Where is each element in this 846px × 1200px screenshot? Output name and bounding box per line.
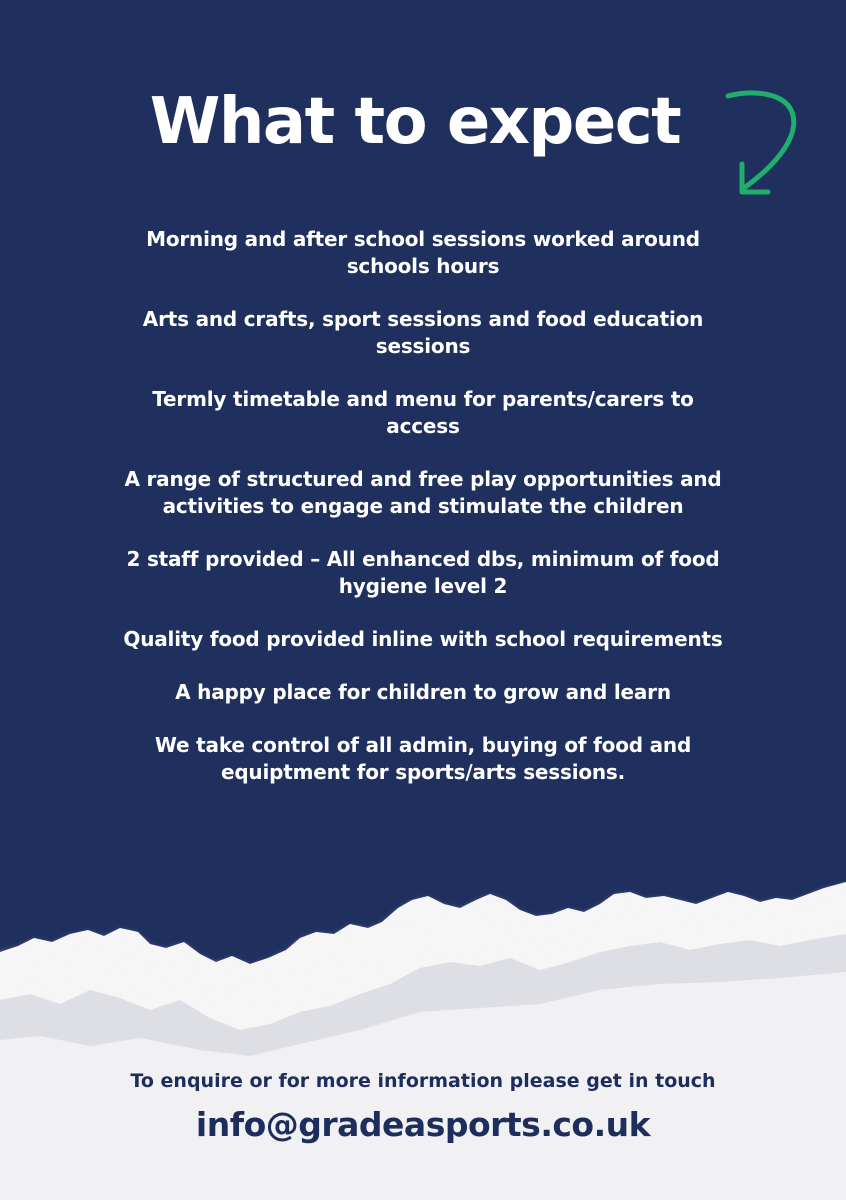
contact-prompt: To enquire or for more information please get in touch [130, 1070, 716, 1092]
feature-list [123, 226, 723, 812]
feature-item: Arts and crafts, sport sessions and food education sessions [142, 307, 704, 358]
feature-item: 2 staff provided – All enhanced dbs, minimum of food hygiene level 2 [126, 547, 720, 598]
feature-item: Quality food provided inline with school requirements [123, 627, 723, 651]
feature-item: Termly timetable and menu for parents/carers to access [152, 387, 694, 438]
feature-item: A range of structured and free play opportunities and activities to engage and stimulate the children [124, 467, 722, 518]
contact-email[interactable]: info@gradeasports.co.uk [195, 1105, 651, 1144]
curved-arrow-icon [722, 88, 808, 204]
feature-item: Morning and after school sessions worked around schools hours [146, 227, 700, 278]
feature-item: A happy place for children to grow and learn [175, 680, 671, 704]
feature-item: We take control of all admin, buying of food and equiptment for sports/arts sessions. [154, 733, 692, 784]
page-title: What to expect [149, 85, 681, 159]
